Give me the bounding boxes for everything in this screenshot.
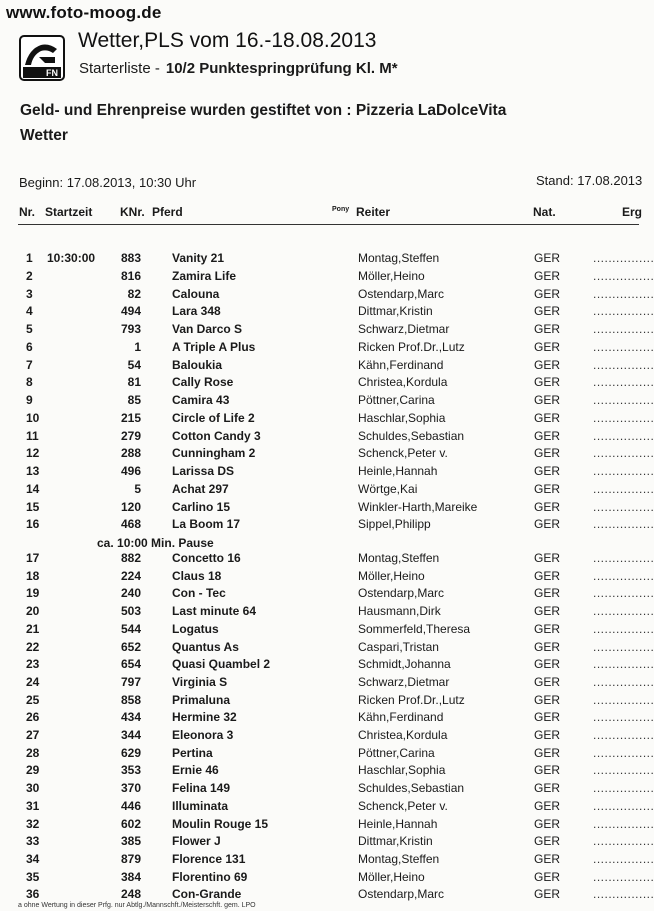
row-start-time: 10:30:00	[47, 251, 96, 265]
row-result-dots: ................	[593, 745, 654, 760]
row-nr: 8	[26, 375, 33, 390]
row-knr: 797	[120, 674, 141, 689]
row-knr: 288	[120, 446, 141, 461]
row-horse: Virginia S	[172, 674, 228, 689]
row-horse: Larissa DS	[172, 464, 235, 478]
row-nr: 16	[26, 517, 40, 532]
row-knr: 883	[120, 251, 141, 265]
row-nr: 9	[26, 393, 33, 407]
row-nat: GER	[534, 604, 561, 619]
row-nat: GER	[534, 410, 561, 425]
col-rider: Reiter	[356, 205, 391, 219]
table-row	[0, 639, 654, 657]
row-rider: Hausmann,Dirk	[358, 604, 441, 619]
row-result-dots: ................	[593, 869, 654, 884]
table-row	[0, 499, 654, 517]
table-row	[0, 568, 654, 586]
row-horse: Achat 297	[172, 481, 229, 496]
row-nr: 28	[26, 745, 40, 760]
row-result-dots: ................	[593, 322, 654, 336]
row-nr: 13	[26, 464, 40, 478]
table-row	[0, 763, 654, 780]
row-knr: 82	[127, 286, 141, 301]
row-nat: GER	[534, 710, 561, 725]
table-row	[0, 410, 654, 428]
table-row	[0, 446, 654, 463]
row-rider: Heinle,Hannah	[358, 464, 438, 478]
row-horse: Illuminata	[172, 798, 229, 813]
row-result-dots: ................	[593, 517, 654, 532]
row-nr: 34	[26, 851, 40, 866]
row-rider: Winkler-Harth,Mareike	[358, 499, 478, 514]
competition-line	[79, 60, 398, 77]
table-row	[0, 621, 654, 639]
row-nr: 36	[26, 887, 40, 902]
row-result-dots: ................	[593, 728, 654, 742]
col-result: Erg	[622, 205, 643, 219]
row-result-dots: ................	[593, 410, 654, 425]
row-rider: Wörtge,Kai	[358, 481, 418, 496]
row-rider: Ostendarp,Marc	[358, 286, 445, 301]
row-rider: Ricken Prof.Dr.,Lutz	[358, 692, 465, 707]
row-nat: GER	[534, 517, 561, 532]
row-nat: GER	[534, 692, 561, 707]
row-knr: 240	[120, 586, 141, 601]
row-nat: GER	[534, 887, 561, 902]
row-nr: 31	[26, 798, 40, 813]
row-result-dots: ................	[593, 798, 654, 813]
svg-text:FN: FN	[46, 68, 58, 78]
row-nat: GER	[534, 268, 561, 283]
row-rider: Ricken Prof.Dr.,Lutz	[358, 339, 465, 354]
stand-date: Stand: 17.08.2013	[536, 173, 643, 188]
table-row	[0, 710, 654, 727]
row-rider: Möller,Heino	[358, 869, 425, 884]
row-knr: 652	[120, 639, 141, 654]
row-nat: GER	[534, 568, 561, 583]
table-row	[0, 481, 654, 499]
row-nat: GER	[534, 304, 561, 319]
row-rider: Schuldes,Sebastian	[358, 428, 465, 443]
row-rider: Haschlar,Sophia	[358, 763, 446, 778]
col-nat: Nat.	[533, 205, 556, 219]
row-nr: 22	[26, 639, 40, 654]
row-knr: 544	[120, 621, 141, 636]
row-knr: 224	[120, 568, 141, 583]
row-horse: Cunningham 2	[172, 446, 256, 461]
row-horse: Lara 348	[172, 304, 221, 319]
row-rider: Kähn,Ferdinand	[358, 710, 444, 725]
row-horse: Quasi Quambel 2	[172, 657, 271, 672]
row-nat: GER	[534, 286, 561, 301]
table-row	[0, 781, 654, 798]
row-nr: 6	[26, 339, 33, 354]
row-rider: Christea,Kordula	[358, 375, 448, 390]
row-result-dots: ................	[593, 375, 654, 390]
col-nr: Nr.	[19, 205, 36, 219]
table-row	[0, 339, 654, 357]
row-nat: GER	[534, 621, 561, 636]
row-knr: 248	[120, 887, 141, 902]
fn-logo-icon	[19, 35, 65, 81]
row-nat: GER	[534, 851, 561, 866]
row-rider: Christea,Kordula	[358, 728, 448, 742]
row-nr: 29	[26, 763, 40, 778]
row-nat: GER	[534, 446, 561, 461]
row-horse: Con-Grande	[172, 887, 242, 902]
row-nat: GER	[534, 499, 561, 514]
row-rider: Schuldes,Sebastian	[358, 781, 465, 796]
watermark: www.foto-moog.de	[6, 3, 162, 22]
row-rider: Möller,Heino	[358, 568, 425, 583]
row-knr: 5	[134, 481, 141, 496]
row-knr: 858	[120, 692, 141, 707]
row-horse: Last minute 64	[172, 604, 257, 619]
row-knr: 468	[120, 517, 141, 532]
row-rider: Montag,Steffen	[358, 851, 440, 866]
row-result-dots: ................	[593, 604, 654, 619]
row-knr: 629	[120, 745, 141, 760]
row-result-dots: ................	[593, 887, 654, 902]
table-row	[0, 692, 654, 710]
row-rider: Pöttner,Carina	[358, 393, 435, 407]
row-nat: GER	[534, 763, 561, 778]
table-row	[0, 517, 654, 534]
row-horse: Vanity 21	[172, 251, 225, 265]
row-nat: GER	[534, 781, 561, 796]
row-nr: 1	[26, 251, 33, 265]
table-row	[0, 604, 654, 621]
row-nr: 21	[26, 621, 40, 636]
row-horse: Baloukia	[172, 357, 223, 372]
header-divider	[18, 224, 639, 225]
table-row	[0, 375, 654, 392]
row-rider: Pöttner,Carina	[358, 745, 435, 760]
row-horse: Flower J	[172, 834, 221, 849]
table-row	[0, 322, 654, 339]
row-result-dots: ................	[593, 568, 654, 583]
row-horse: Eleonora 3	[172, 728, 234, 742]
table-row	[0, 657, 654, 674]
row-nr: 30	[26, 781, 40, 796]
row-horse: Claus 18	[172, 568, 222, 583]
row-knr: 882	[120, 551, 141, 565]
col-knr: KNr.	[120, 205, 145, 219]
row-nr: 32	[26, 816, 40, 831]
table-row	[0, 428, 654, 446]
row-rider: Schmidt,Johanna	[358, 657, 451, 672]
row-rider: Montag,Steffen	[358, 551, 440, 565]
row-knr: 385	[120, 834, 141, 849]
row-rider: Schenck,Peter v.	[358, 446, 448, 461]
row-result-dots: ................	[593, 657, 654, 672]
row-result-dots: ................	[593, 551, 654, 565]
row-knr: 344	[120, 728, 141, 742]
row-nat: GER	[534, 674, 561, 689]
row-nr: 20	[26, 604, 40, 619]
row-horse: Logatus	[172, 621, 219, 636]
row-rider: Sippel,Philipp	[358, 517, 431, 532]
row-horse: Primaluna	[172, 692, 231, 707]
row-horse: Concetto 16	[172, 551, 241, 565]
row-nr: 10	[26, 410, 40, 425]
table-row	[0, 268, 654, 286]
row-nat: GER	[534, 798, 561, 813]
table-row	[0, 674, 654, 692]
row-nat: GER	[534, 639, 561, 654]
sponsor-line-2: Wetter	[20, 127, 68, 144]
row-nat: GER	[534, 464, 561, 478]
row-horse: Florentino 69	[172, 869, 248, 884]
row-result-dots: ................	[593, 781, 654, 796]
row-horse: Pertina	[172, 745, 213, 760]
row-nr: 2	[26, 268, 33, 283]
row-knr: 816	[120, 268, 141, 283]
row-knr: 434	[120, 710, 141, 725]
event-title: Wetter,PLS vom 16.-18.08.2013	[78, 29, 377, 52]
row-horse: Calouna	[172, 286, 220, 301]
competition-name: 10/2 Punktespringprüfung Kl. M*	[165, 60, 398, 77]
row-horse: Florence 131	[172, 851, 246, 866]
row-result-dots: ................	[593, 286, 654, 301]
row-rider: Dittmar,Kristin	[358, 304, 433, 319]
row-result-dots: ................	[593, 710, 654, 725]
sponsor-line-1: Geld- und Ehrenpreise wurden gestiftet von : Pizzeria LaDolceVita	[20, 102, 507, 119]
row-knr: 384	[120, 869, 141, 884]
row-horse: Moulin Rouge 15	[172, 816, 268, 831]
row-rider: Dittmar,Kristin	[358, 834, 433, 849]
row-nr: 23	[26, 657, 40, 672]
row-result-dots: ................	[593, 339, 654, 354]
row-knr: 494	[120, 304, 141, 319]
row-horse: Carlino 15	[172, 499, 231, 514]
row-horse: Quantus As	[172, 639, 239, 654]
footnote: a ohne Wertung in dieser Prfg. nur Abtlg./Mannschft./Meisterschft. gem. LPO	[18, 902, 256, 909]
row-nr: 35	[26, 869, 40, 884]
row-result-dots: ................	[593, 834, 654, 849]
row-result-dots: ................	[593, 639, 654, 654]
table-row	[0, 798, 654, 816]
row-result-dots: ................	[593, 393, 654, 407]
row-horse: Ernie 46	[172, 763, 219, 778]
row-horse: Camira 43	[172, 393, 230, 407]
table-row	[0, 551, 654, 568]
list-label: Starterliste -	[79, 60, 160, 77]
row-nat: GER	[534, 428, 561, 443]
row-nr: 17	[26, 551, 40, 565]
row-horse: Cotton Candy 3	[172, 428, 261, 443]
pause-label: ca. 10:00 Min. Pause	[97, 536, 214, 550]
row-nat: GER	[534, 251, 561, 265]
row-knr: 496	[120, 464, 141, 478]
row-result-dots: ................	[593, 851, 654, 866]
table-row	[0, 869, 654, 887]
row-rider: Caspari,Tristan	[358, 639, 439, 654]
row-knr: 81	[127, 375, 141, 390]
row-result-dots: ................	[593, 763, 654, 778]
row-knr: 85	[127, 393, 141, 407]
row-knr: 879	[120, 851, 141, 866]
row-horse: Circle of Life 2	[172, 410, 255, 425]
row-horse: Felina 149	[172, 781, 231, 796]
table-row	[0, 834, 654, 851]
row-rider: Schwarz,Dietmar	[358, 674, 450, 689]
row-nat: GER	[534, 816, 561, 831]
row-nr: 15	[26, 499, 40, 514]
row-nat: GER	[534, 481, 561, 496]
col-horse: Pferd	[152, 205, 183, 219]
row-nat: GER	[534, 393, 561, 407]
row-nr: 25	[26, 692, 40, 707]
row-rider: Heinle,Hannah	[358, 816, 438, 831]
row-nr: 24	[26, 674, 40, 689]
col-pony: Pony	[332, 206, 350, 213]
sponsor-notice	[20, 98, 506, 148]
row-horse: Zamira Life	[172, 268, 237, 283]
row-rider: Montag,Steffen	[358, 251, 440, 265]
row-result-dots: ................	[593, 428, 654, 443]
row-nr: 7	[26, 357, 33, 372]
row-knr: 446	[120, 798, 141, 813]
row-nr: 27	[26, 728, 40, 742]
row-nat: GER	[534, 339, 561, 354]
row-result-dots: ................	[593, 357, 654, 372]
table-row	[0, 286, 654, 304]
row-rider: Ostendarp,Marc	[358, 887, 445, 902]
table-row	[0, 851, 654, 869]
row-result-dots: ................	[593, 816, 654, 831]
row-nat: GER	[534, 551, 561, 565]
row-nr: 4	[26, 304, 33, 319]
row-result-dots: ................	[593, 499, 654, 514]
row-nr: 33	[26, 834, 40, 849]
row-result-dots: ................	[593, 586, 654, 601]
row-rider: Sommerfeld,Theresa	[358, 621, 471, 636]
row-result-dots: ................	[593, 674, 654, 689]
table-row	[0, 745, 654, 763]
row-horse: La Boom 17	[172, 517, 241, 532]
row-nr: 14	[26, 481, 40, 496]
table-row	[0, 251, 654, 268]
row-knr: 54	[127, 357, 141, 372]
row-nr: 26	[26, 710, 40, 725]
row-result-dots: ................	[593, 621, 654, 636]
row-nat: GER	[534, 357, 561, 372]
row-knr: 793	[120, 322, 141, 336]
table-row	[0, 586, 654, 603]
row-nr: 12	[26, 446, 40, 461]
row-nat: GER	[534, 745, 561, 760]
row-knr: 654	[120, 657, 141, 672]
row-knr: 120	[120, 499, 141, 514]
row-knr: 353	[120, 763, 141, 778]
row-nat: GER	[534, 728, 561, 742]
row-nr: 3	[26, 286, 33, 301]
row-rider: Möller,Heino	[358, 268, 425, 283]
row-nat: GER	[534, 322, 561, 336]
row-rider: Schwarz,Dietmar	[358, 322, 450, 336]
row-nr: 18	[26, 568, 40, 583]
row-result-dots: ................	[593, 446, 654, 461]
row-horse: Hermine 32	[172, 710, 237, 725]
table-row	[0, 393, 654, 410]
row-horse: A Triple A Plus	[172, 339, 256, 354]
row-knr: 503	[120, 604, 141, 619]
row-nr: 5	[26, 322, 33, 336]
row-nr: 11	[26, 428, 39, 443]
row-result-dots: ................	[593, 268, 654, 283]
row-nat: GER	[534, 834, 561, 849]
row-rider: Haschlar,Sophia	[358, 410, 446, 425]
row-horse: Cally Rose	[172, 375, 234, 390]
row-nat: GER	[534, 375, 561, 390]
row-horse: Van Darco S	[172, 322, 243, 336]
row-knr: 215	[120, 410, 141, 425]
row-nat: GER	[534, 869, 561, 884]
row-knr: 1	[134, 339, 141, 354]
row-knr: 370	[120, 781, 141, 796]
row-result-dots: ................	[593, 692, 654, 707]
row-nat: GER	[534, 586, 561, 601]
table-row	[0, 304, 654, 321]
begin-time: Beginn: 17.08.2013, 10:30 Uhr	[19, 175, 197, 190]
row-result-dots: ................	[593, 464, 654, 478]
row-nr: 19	[26, 586, 40, 601]
row-result-dots: ................	[593, 304, 654, 319]
row-rider: Kähn,Ferdinand	[358, 357, 444, 372]
row-knr: 279	[120, 428, 141, 443]
row-nat: GER	[534, 657, 561, 672]
row-result-dots: ................	[593, 481, 654, 496]
table-row	[0, 816, 654, 834]
row-rider: Schenck,Peter v.	[358, 798, 448, 813]
table-row	[0, 357, 654, 375]
table-row	[0, 728, 654, 745]
table-row	[0, 464, 654, 481]
row-knr: 602	[120, 816, 141, 831]
col-start: Startzeit	[45, 205, 93, 219]
row-horse: Con - Tec	[172, 586, 226, 601]
row-result-dots: ................	[593, 251, 654, 265]
row-rider: Ostendarp,Marc	[358, 586, 445, 601]
